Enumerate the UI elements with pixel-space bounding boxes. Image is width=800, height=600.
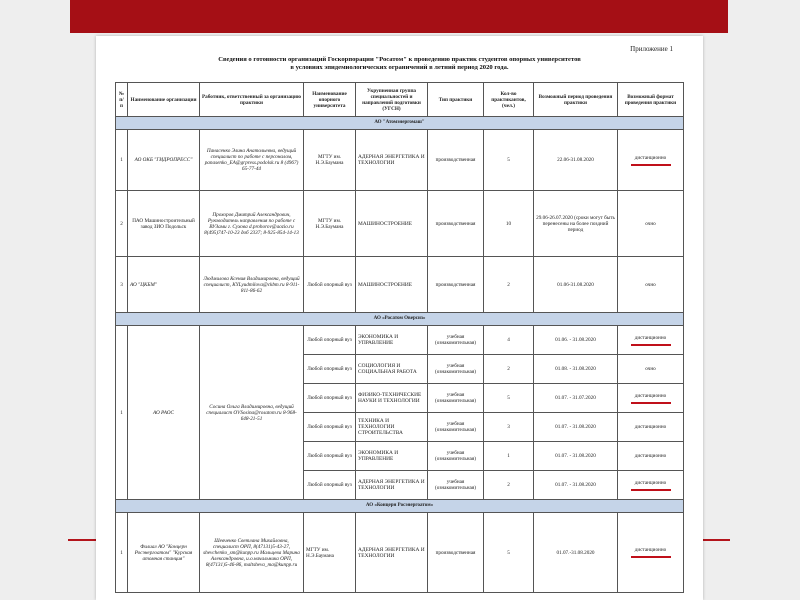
cell-university: МГТУ им. Н.Э.Баумана bbox=[304, 130, 356, 191]
table-row bbox=[116, 257, 684, 313]
highlight-underline bbox=[631, 402, 671, 404]
highlight-underline bbox=[631, 344, 671, 346]
cell-type: учебная (ознакомительная) bbox=[428, 471, 484, 500]
readiness-table bbox=[115, 82, 684, 593]
cell-university: Любой опорный вуз bbox=[304, 442, 356, 471]
cell-format bbox=[618, 384, 684, 413]
cell-responsible: Шевченко Светлана Михайловна, специалист ОРП, 8(47131)5-43-27, shevchenko_sm@kunpp.ru Мальцева Марина Александровна, и.о.начальника ОРП, 8(47131)5-46-86, maltsheva_ma@kunpp.ru bbox=[200, 513, 304, 593]
cell-responsible: Прохоров Дмитрий Александрович, Руководитель направления по работе с ВУЗами г. Сухова d.prohorov@aozio.ru 8(495)747-10-23 доб 2337; 8-925-854-14-13 bbox=[200, 191, 304, 257]
cell-period: 01.06-31.08.2020 bbox=[534, 257, 618, 313]
cell-university: Любой опорный вуз bbox=[304, 257, 356, 313]
cell-university: Любой опорный вуз bbox=[304, 471, 356, 500]
cell-period: 01.06. - 31.08.2020 bbox=[534, 326, 618, 355]
cell-format: очно bbox=[618, 355, 684, 384]
header-period: Возможный период проведения практики bbox=[534, 83, 618, 117]
cell-university: МГТУ им. Н.Э.Баумана bbox=[304, 191, 356, 257]
cell-period: 01.07. - 31.08.2020 bbox=[534, 413, 618, 442]
cell-count: 5 bbox=[484, 513, 534, 593]
section-title: АО "Атомэнергомаш" bbox=[116, 117, 684, 130]
cell-period: 01.07.-31.08.2020 bbox=[534, 513, 618, 593]
cell-num: 3 bbox=[116, 257, 128, 313]
cell-group: АДЕРНАЯ ЭНЕРГЕТИКА И ТЕХНОЛОГИИ bbox=[356, 513, 428, 593]
cell-org: ПАО Машиностроительный завод ЗИО Подольск bbox=[128, 191, 200, 257]
cell-responsible: Панасенко Элина Анатольевна, ведущий специалист по работе с персоналом, panasenko_EA@grpress.podolsk.ru 8 (4967) 65-77-44 bbox=[200, 130, 304, 191]
cell-period: 01.07. - 31.08.2020 bbox=[534, 442, 618, 471]
cell-type: учебная (ознакомительная) bbox=[428, 413, 484, 442]
cell-format: очно bbox=[618, 257, 684, 313]
cell-count: 5 bbox=[484, 130, 534, 191]
format-value: дистанционно bbox=[634, 392, 667, 399]
cell-type: учебная (ознакомительная) bbox=[428, 442, 484, 471]
cell-type: производственная bbox=[428, 130, 484, 191]
cell-num: 1 bbox=[116, 326, 128, 500]
cell-count: 3 bbox=[484, 413, 534, 442]
cell-count: 4 bbox=[484, 326, 534, 355]
slide-rule-right bbox=[700, 539, 730, 541]
section-row bbox=[116, 313, 684, 326]
table-row bbox=[116, 130, 684, 191]
highlight-underline bbox=[631, 489, 671, 491]
header-university: Наименование опорного университета bbox=[304, 83, 356, 117]
cell-count: 2 bbox=[484, 355, 534, 384]
cell-count: 1 bbox=[484, 442, 534, 471]
cell-format: очно bbox=[618, 191, 684, 257]
cell-format: дистанционно bbox=[618, 442, 684, 471]
cell-type: производственная bbox=[428, 257, 484, 313]
cell-num: 2 bbox=[116, 191, 128, 257]
header-format: Возможный формат проведения практики bbox=[618, 83, 684, 117]
format-value: дистанционно bbox=[634, 479, 667, 486]
cell-type: учебная (ознакомительная) bbox=[428, 326, 484, 355]
cell-type: производственная bbox=[428, 513, 484, 593]
cell-group: АДЕРНАЯ ЭНЕРГЕТИКА И ТЕХНОЛОГИИ bbox=[356, 130, 428, 191]
cell-org: АО РАОС bbox=[128, 326, 200, 500]
cell-group: ЭКОНОМИКА И УПРАВЛЕНИЕ bbox=[356, 442, 428, 471]
header-type: Тип практики bbox=[428, 83, 484, 117]
cell-university: Любой опорный вуз bbox=[304, 384, 356, 413]
cell-type: учебная (ознакомительная) bbox=[428, 355, 484, 384]
table-row bbox=[116, 191, 684, 257]
cell-university: Любой опорный вуз bbox=[304, 355, 356, 384]
cell-group: ЭКОНОМИКА И УПРАВЛЕНИЕ bbox=[356, 326, 428, 355]
cell-type: производственная bbox=[428, 191, 484, 257]
cell-org: АО ОКБ "ГИДРОПРЕСС" bbox=[128, 130, 200, 191]
highlight-underline bbox=[631, 556, 671, 558]
section-row bbox=[116, 117, 684, 130]
cell-format bbox=[618, 513, 684, 593]
cell-group: СОЦИОЛОГИЯ И СОЦИАЛЬНАЯ РАБОТА bbox=[356, 355, 428, 384]
table-row bbox=[116, 326, 684, 355]
highlight-underline bbox=[631, 164, 671, 166]
section-row bbox=[116, 500, 684, 513]
cell-period: 29.06-26.07.2020 (сроки могут быть перенесены на более поздний период bbox=[534, 191, 618, 257]
format-value: дистанционно bbox=[634, 334, 667, 341]
cell-group: МАШИНОСТРОЕНИЕ bbox=[356, 257, 428, 313]
header-count: Кол-во практикантов, (чел.) bbox=[484, 83, 534, 117]
cell-university: Любой опорный вуз bbox=[304, 326, 356, 355]
cell-format bbox=[618, 326, 684, 355]
title-line-2: в условиях эпидемиологических ограничений в летний период 2020 года. bbox=[290, 64, 509, 71]
cell-period: 01.07. - 31.07.2020 bbox=[534, 384, 618, 413]
cell-group: МАШИНОСТРОЕНИЕ bbox=[356, 191, 428, 257]
top-banner bbox=[70, 0, 728, 33]
table-row bbox=[116, 513, 684, 593]
section-title: АО «Концерн Росэнергоатом» bbox=[116, 500, 684, 513]
section-title: АО «Росатом Оверсиз» bbox=[116, 313, 684, 326]
header-responsible: Работник, ответственный за организацию практики bbox=[200, 83, 304, 117]
cell-org: АО "ЦКБМ" bbox=[128, 257, 200, 313]
format-value: дистанционно bbox=[634, 154, 667, 161]
cell-university: МГТУ им. Н.Э.Баумана bbox=[304, 513, 356, 593]
title-line-1: Сведения о готовности организаций Госкорпорации "Росатом" к проведению практик студентов опорных университетов bbox=[218, 56, 581, 63]
cell-group: ТЕХНИКА И ТЕХНОЛОГИИ СТРОИТЕЛЬСТВА bbox=[356, 413, 428, 442]
cell-count: 2 bbox=[484, 257, 534, 313]
cell-group: АДЕРНАЯ ЭНЕРГЕТИКА И ТЕХНОЛОГИИ bbox=[356, 471, 428, 500]
cell-org: Филиал АО "Концерн Росэнергоатом" "Курская атомная станция" bbox=[128, 513, 200, 593]
cell-format bbox=[618, 471, 684, 500]
cell-type: учебная (ознакомительная) bbox=[428, 384, 484, 413]
document-page bbox=[96, 36, 703, 600]
cell-count: 2 bbox=[484, 471, 534, 500]
cell-num: 1 bbox=[116, 513, 128, 593]
cell-format bbox=[618, 130, 684, 191]
cell-group: ФИЗИКО-ТЕХНИЧЕСКИЕ НАУКИ И ТЕХНОЛОГИИ bbox=[356, 384, 428, 413]
header-num: № п/п bbox=[116, 83, 128, 117]
cell-num: 1 bbox=[116, 130, 128, 191]
header-group: Укрупненная группа специальностей и направлений подготовки (УГСН) bbox=[356, 83, 428, 117]
document-title bbox=[156, 56, 643, 72]
cell-period: 01.07. - 31.08.2020 bbox=[534, 471, 618, 500]
cell-count: 10 bbox=[484, 191, 534, 257]
format-value: дистанционно bbox=[634, 547, 667, 553]
cell-university: Любой опорный вуз bbox=[304, 413, 356, 442]
cell-responsible: Сосина Ольга Владимировна, ведущий специалист OVSosina@rosatom.ru 8-968-648-21-51 bbox=[200, 326, 304, 500]
cell-count: 5 bbox=[484, 384, 534, 413]
cell-period: 22.06-31.08.2020 bbox=[534, 130, 618, 191]
header-org: Наименование организации bbox=[128, 83, 200, 117]
slide-rule-left bbox=[68, 539, 98, 541]
cell-responsible: Людмилова Ксения Владимировна, ведущий специалист, KYLyudmilova@ckbm.ru 8-911-811-86-62 bbox=[200, 257, 304, 313]
table-header-row bbox=[116, 83, 684, 117]
cell-format: дистанционно bbox=[618, 413, 684, 442]
cell-period: 01.08. - 31.08.2020 bbox=[534, 355, 618, 384]
appendix-label: Приложение 1 bbox=[630, 45, 673, 53]
